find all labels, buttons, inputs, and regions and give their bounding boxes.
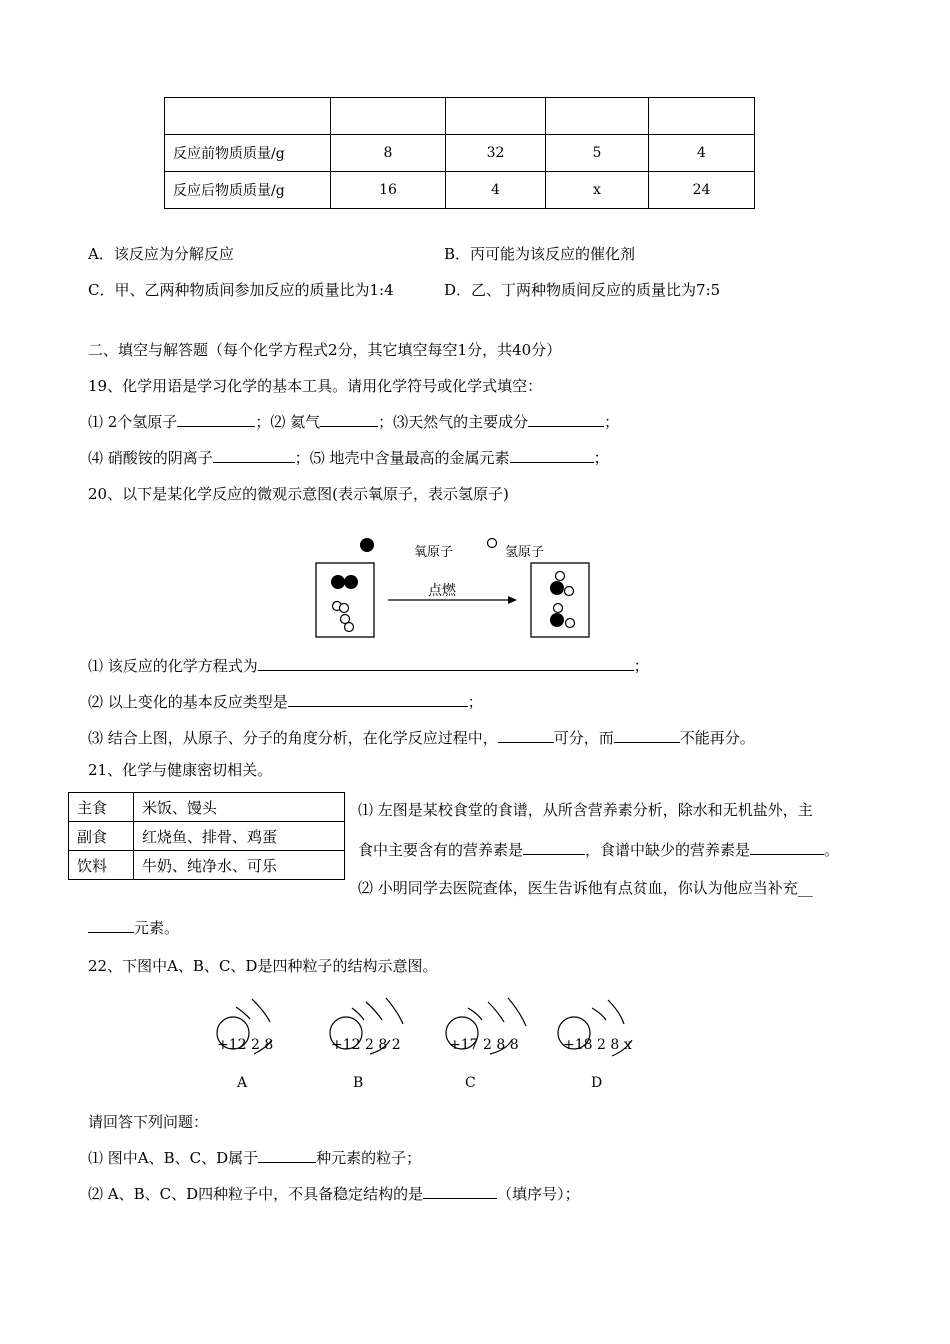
answer-blank[interactable]	[288, 692, 468, 707]
hydrogen-atom-icon	[554, 604, 563, 613]
q22-sub1a: ⑴ 图中A、B、C、D属于	[88, 1149, 259, 1167]
option-d: D．乙、丁两种物质间反应的质量比为7:5	[444, 281, 721, 299]
q20-sub3a: ⑶ 结合上图，从原子、分子的角度分析，在化学反应过程中，	[88, 729, 498, 747]
table-cell: 4	[649, 135, 755, 172]
oxygen-atom-icon	[344, 575, 358, 589]
q19-part2: ；⑵ 氦气	[255, 413, 321, 431]
q19-part3: ；⑶天然气的主要成分	[378, 413, 529, 431]
hydrogen-atom-icon	[566, 619, 575, 628]
oxygen-atom-legend-icon	[360, 538, 374, 552]
q19-line1	[88, 411, 619, 432]
q20-line1	[88, 655, 649, 676]
table-row	[69, 822, 345, 851]
q20-stem: 20、以下是某化学反应的微观示意图(表示氧原子，表示氢原子)	[88, 485, 509, 503]
answer-blank[interactable]	[177, 412, 255, 427]
q22-answer-prompt: 请回答下列问题：	[88, 1113, 209, 1131]
q22-stem: 22、下图中A、B、C、D是四种粒子的结构示意图。	[88, 957, 438, 975]
particle-structure-diagram	[200, 992, 660, 1097]
q20-sub3b: 可分，而	[553, 729, 614, 747]
hydrogen-atom-icon	[340, 604, 349, 613]
particle-label: D	[591, 1075, 603, 1091]
q19-stem: 19、化学用语是学习化学的基本工具。请用化学符号或化学式填空：	[88, 377, 543, 395]
table-cell	[446, 98, 546, 135]
menu-category: 主食	[69, 793, 134, 822]
table-cell	[546, 98, 649, 135]
electron-shell-arc	[488, 1002, 504, 1022]
answer-blank[interactable]	[423, 1184, 497, 1199]
mass-table	[164, 97, 755, 209]
semicolon: ；	[604, 413, 620, 431]
section-title: 二、填空与解答题（每个化学方程式2分，其它填空每空1分，共40分）	[88, 341, 562, 359]
q20-sub2: ⑵ 以上变化的基本反应类型是	[88, 693, 288, 711]
table-cell: x	[546, 172, 649, 209]
answer-blank[interactable]	[510, 448, 594, 463]
menu-items: 红烧鱼、排骨、鸡蛋	[134, 822, 345, 851]
answer-blank[interactable]	[320, 412, 378, 427]
q21-text1: ⑴ 左图是某校食堂的食谱，从所含营养素分析，除水和无机盐外，主	[358, 801, 813, 819]
table-cell: 16	[331, 172, 446, 209]
q22-line2	[88, 1183, 580, 1204]
electron-shell-arc	[366, 1002, 382, 1020]
table-row	[165, 98, 755, 135]
particle-text: +18 2 8 x	[563, 1037, 632, 1053]
answer-blank[interactable]	[614, 728, 680, 743]
q21-text3: ⑵ 小明同学去医院查体，医生告诉他有点贫血，你认为他应当补充__	[358, 879, 813, 897]
hydrogen-atom-icon	[565, 587, 574, 596]
particle-a	[217, 999, 273, 1091]
table-cell	[165, 98, 331, 135]
semicolon: ；	[467, 693, 483, 711]
answer-blank[interactable]	[258, 656, 634, 671]
table-row	[69, 793, 345, 822]
menu-items: 牛奶、纯净水、可乐	[134, 851, 345, 880]
electron-shell-arc	[236, 1007, 250, 1019]
q21-text2a: 食中主要含有的营养素是	[358, 841, 524, 859]
table-row	[165, 135, 755, 172]
q22-sub2b: （填序号）；	[497, 1185, 580, 1203]
menu-table	[68, 792, 345, 880]
particle-b	[330, 998, 403, 1091]
electron-shell-arc	[592, 1008, 606, 1020]
answer-blank[interactable]	[213, 448, 295, 463]
electron-shell-arc	[386, 998, 403, 1024]
q21-text2c: 。	[824, 841, 840, 859]
hydrogen-atom-icon	[556, 572, 565, 581]
answer-blank[interactable]	[258, 1148, 316, 1163]
row-label: 反应前物质质量/g	[165, 135, 331, 172]
electron-shell-arc	[468, 1008, 482, 1020]
table-cell: 24	[649, 172, 755, 209]
oxygen-atom-icon	[550, 613, 564, 627]
q21-text2	[358, 839, 839, 860]
table-cell: 8	[331, 135, 446, 172]
q22-sub1b: 种元素的粒子；	[316, 1149, 422, 1167]
table-cell	[649, 98, 755, 135]
q21-text4-label: 元素。	[134, 919, 180, 937]
option-a: A．该反应为分解反应	[88, 245, 234, 263]
particle-label: A	[237, 1075, 248, 1091]
q21-text2b: ，食谱中缺少的营养素是	[585, 841, 751, 859]
q19-part4: ⑷ 硝酸铵的阴离子	[88, 449, 213, 467]
semicolon: ；	[633, 657, 649, 675]
q20-line3	[88, 727, 755, 748]
answer-blank[interactable]	[88, 918, 134, 933]
particle-label: B	[353, 1075, 364, 1091]
menu-items: 米饭、馒头	[134, 793, 345, 822]
table-row	[69, 851, 345, 880]
table-cell	[331, 98, 446, 135]
hydrogen-atom-icon	[345, 623, 354, 632]
q21-stem: 21、化学与健康密切相关。	[88, 761, 273, 779]
answer-blank[interactable]	[750, 840, 824, 855]
legend-oxygen-label: 氧原子	[414, 545, 454, 560]
semicolon: ；	[593, 449, 609, 467]
q19-part1: ⑴ 2个氢原子	[88, 413, 178, 431]
particle-text: +17 2 8 8	[449, 1037, 519, 1053]
answer-blank[interactable]	[498, 728, 554, 743]
option-c: C．甲、乙两种物质间参加反应的质量比为1:4	[88, 281, 394, 299]
particle-text: +12 2 8	[217, 1037, 274, 1053]
q21-text4	[88, 917, 179, 938]
electron-shell-arc	[352, 1008, 364, 1020]
q19-part5: ；⑸ 地壳中含量最高的金属元素	[294, 449, 510, 467]
table-row	[165, 172, 755, 209]
menu-category: 副食	[69, 822, 134, 851]
row-label: 反应后物质质量/g	[165, 172, 331, 209]
table-cell: 4	[446, 172, 546, 209]
oxygen-atom-icon	[550, 581, 564, 595]
hydrogen-atom-legend-icon	[488, 539, 497, 548]
arrow-condition-label: 点燃	[428, 583, 456, 599]
table-cell: 32	[446, 135, 546, 172]
arrow-head-icon	[508, 596, 517, 604]
particle-label: C	[465, 1075, 476, 1091]
electron-shell-arc	[508, 998, 526, 1026]
legend-hydrogen-label: 氢原子	[505, 545, 545, 560]
reaction-diagram	[300, 530, 600, 645]
table-cell: 5	[546, 135, 649, 172]
menu-category: 饮料	[69, 851, 134, 880]
q20-sub1: ⑴ 该反应的化学方程式为	[88, 657, 258, 675]
q20-sub3c: 不能再分。	[679, 729, 755, 747]
answer-blank[interactable]	[523, 840, 585, 855]
electron-shell-arc	[252, 999, 270, 1022]
q19-line2	[88, 447, 609, 468]
electron-shell-arc	[608, 1000, 624, 1024]
q22-line1	[88, 1147, 421, 1168]
oxygen-atom-icon	[331, 575, 345, 589]
particle-d	[558, 1000, 632, 1091]
answer-blank[interactable]	[528, 412, 604, 427]
particle-text: +12 2 8 2	[331, 1037, 401, 1053]
q22-sub2a: ⑵ A、B、C、D四种粒子中，不具备稳定结构的是	[88, 1185, 424, 1203]
particle-c	[446, 998, 526, 1091]
option-b: B．丙可能为该反应的催化剂	[444, 245, 636, 263]
q20-line2	[88, 691, 483, 712]
